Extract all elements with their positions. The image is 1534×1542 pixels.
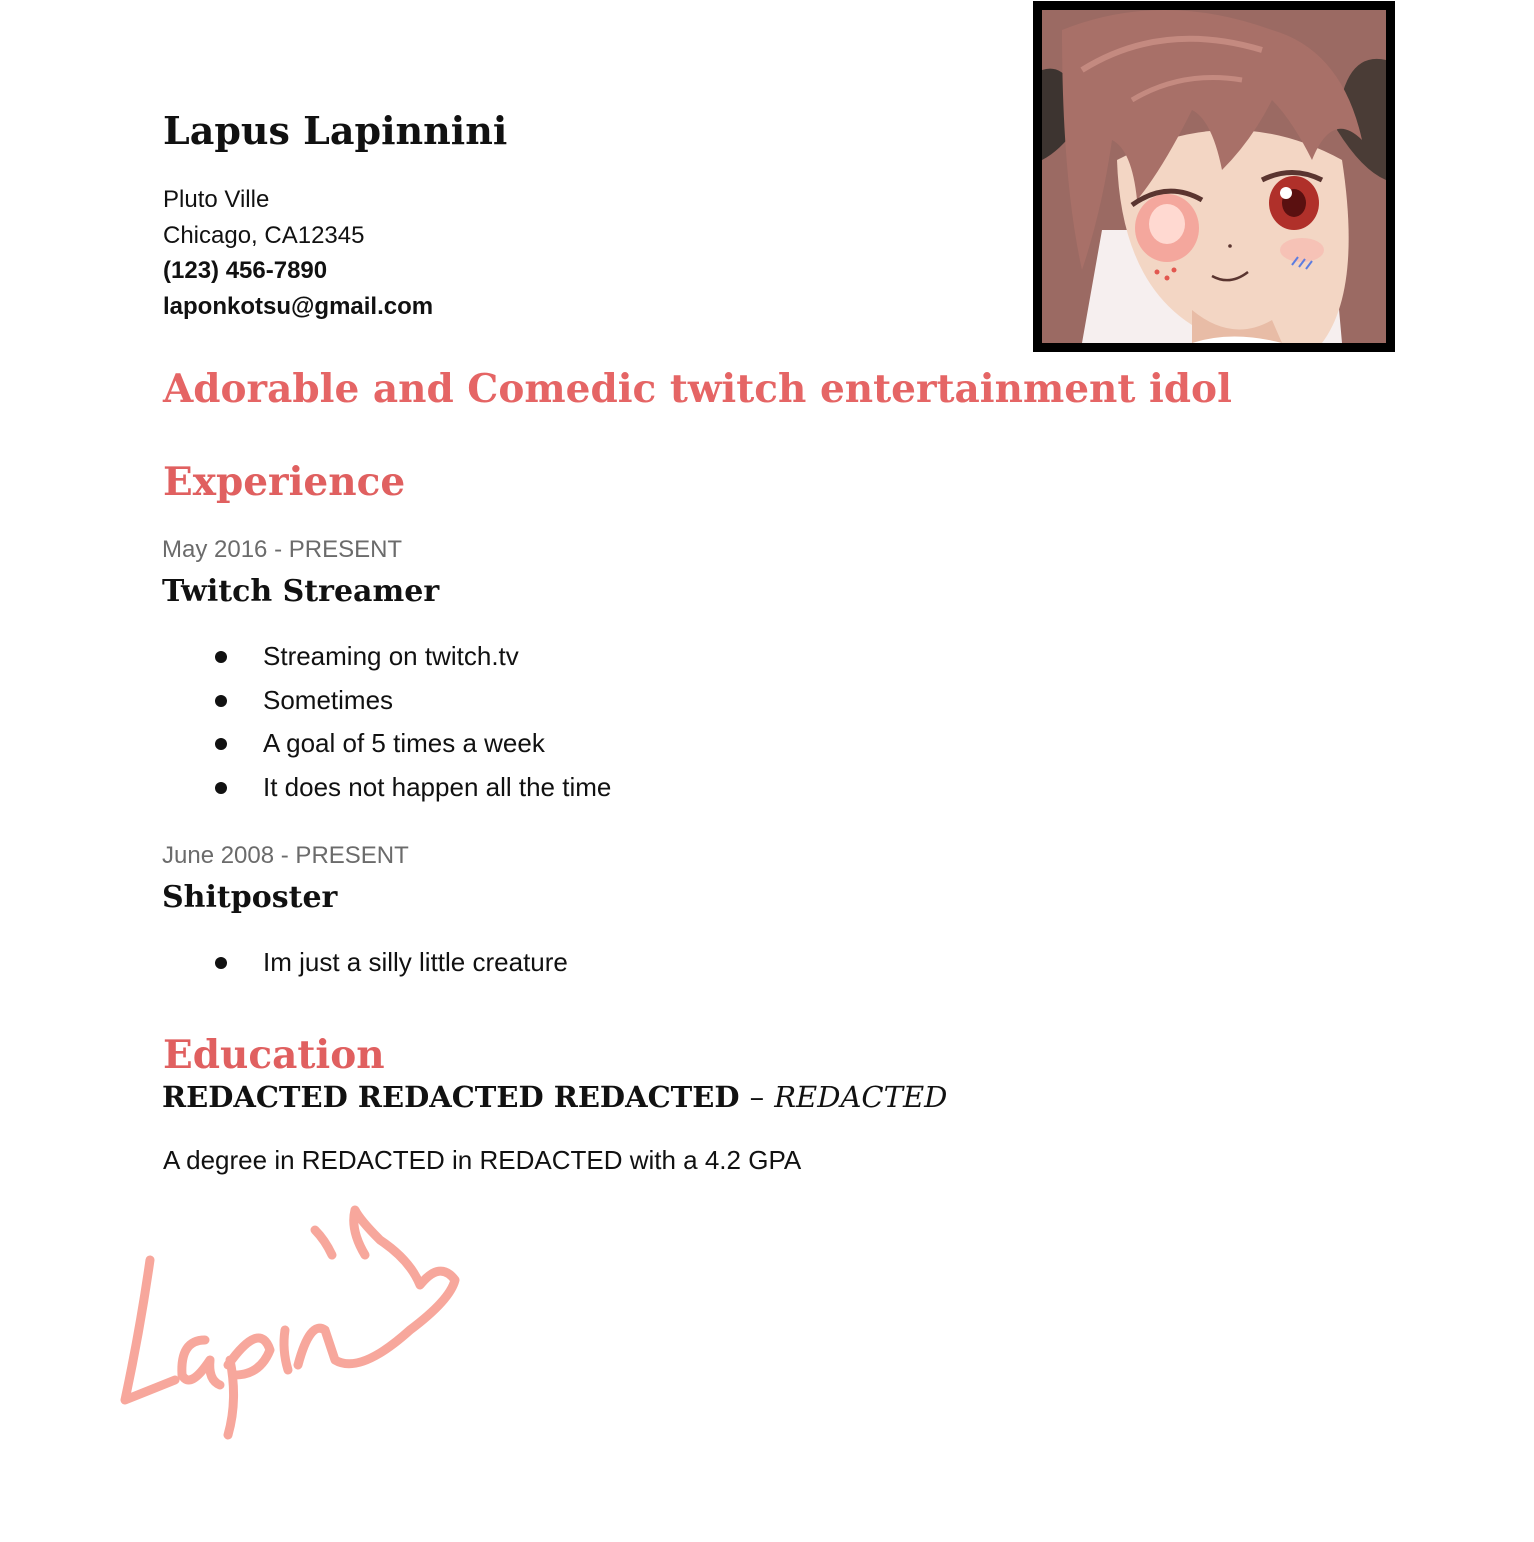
- bullet-dot-icon: [215, 782, 227, 794]
- contact-block: [163, 182, 433, 324]
- school-name: REDACTED REDACTED REDACTED: [162, 1080, 740, 1114]
- bullet-text: A goal of 5 times a week: [263, 728, 545, 759]
- experience-heading: Experience: [163, 459, 406, 505]
- school-location: REDACTED: [774, 1080, 948, 1114]
- bullet-dot-icon: [215, 738, 227, 750]
- school-separator: –: [749, 1080, 765, 1114]
- education-description: A degree in REDACTED in REDACTED with a 4.2 GPA: [163, 1145, 802, 1175]
- email-address: laponkotsu@gmail.com: [163, 292, 434, 320]
- job-date: June 2008 - PRESENT: [162, 842, 409, 869]
- education-school: [162, 1080, 947, 1114]
- job-date: May 2016 - PRESENT: [162, 536, 403, 563]
- signature-drawing: [110, 1200, 480, 1450]
- job-title: Twitch Streamer: [162, 574, 440, 609]
- avatar: [1033, 1, 1395, 352]
- bullet-text: It does not happen all the time: [263, 772, 612, 803]
- address-line-2: Chicago, CA12345: [163, 221, 365, 249]
- bullet-text: Streaming on twitch.tv: [263, 641, 519, 671]
- phone-number: (123) 456-7890: [163, 257, 328, 284]
- avatar-illustration: [1042, 10, 1386, 343]
- bullet-text: Sometimes: [263, 684, 394, 715]
- bullet-dot-icon: [215, 651, 227, 663]
- candidate-name: Lapus Lapinnini: [163, 108, 508, 153]
- bullet-text: Im just a silly little creature: [263, 947, 568, 977]
- signature: [110, 1200, 480, 1455]
- tagline: Adorable and Comedic twitch entertainment idol: [163, 366, 1232, 412]
- job-title: Shitposter: [162, 880, 338, 915]
- bullet-dot-icon: [215, 695, 227, 707]
- address-line-1: Pluto Ville: [163, 186, 270, 213]
- education-heading: Education: [163, 1032, 385, 1078]
- bullet-dot-icon: [215, 957, 227, 969]
